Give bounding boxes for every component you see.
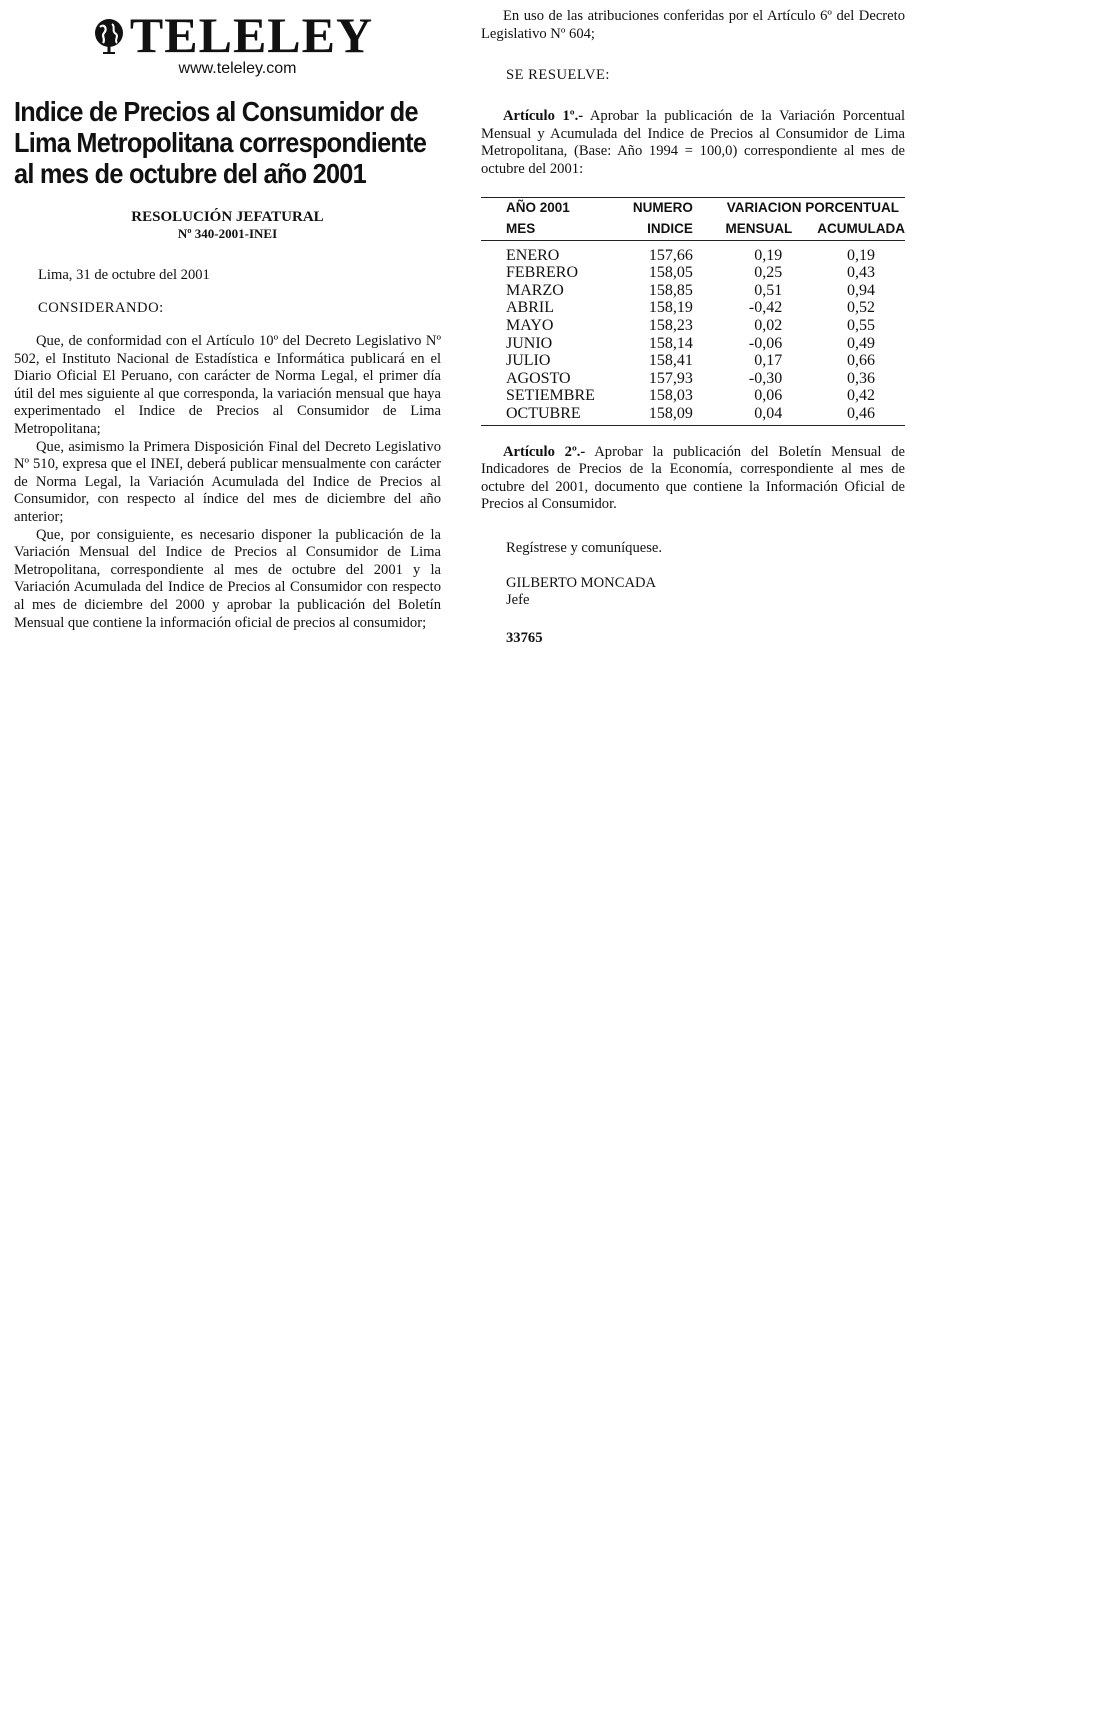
cell-mensual: 0,06 <box>754 387 783 405</box>
cell-indice: 158,03 <box>648 387 693 405</box>
brand-url[interactable]: www.teleley.com <box>178 60 297 77</box>
page-title: Indice de Precios al Consumidor de Lima Metropolitana correspondiente al mes de octubre del año 2001 <box>14 96 427 189</box>
cell-acumulada: 0,49 <box>847 334 875 352</box>
cell-indice: 157,66 <box>648 246 693 264</box>
right-column <box>481 8 905 647</box>
closing-formula: Regístrese y comuníquese. <box>506 539 663 556</box>
cell-mes: JUNIO <box>506 334 553 352</box>
cell-mensual: 0,02 <box>754 316 783 334</box>
cell-mes: MAYO <box>506 316 554 334</box>
table-row <box>481 405 905 425</box>
table-row <box>481 352 905 370</box>
cell-acumulada: 0,66 <box>847 352 875 370</box>
header-variacion: VARIACION PORCENTUAL <box>693 197 905 219</box>
article-2 <box>481 444 905 514</box>
cell-acumulada: 0,46 <box>817 405 905 425</box>
header-indice: INDICE <box>633 219 693 241</box>
considerando-body <box>14 333 441 632</box>
brand-name: TELELEY <box>129 7 374 63</box>
resolution-title: RESOLUCIÓN JEFATURAL <box>131 209 324 225</box>
cell-mensual: -0,42 <box>748 299 783 317</box>
table-row <box>481 387 905 405</box>
cell-mensual: 0,25 <box>754 264 783 282</box>
header-year: AÑO 2001 <box>481 197 633 219</box>
resolution-number: Nº 340-2001-INEI <box>177 226 278 241</box>
globe-icon <box>92 15 126 55</box>
article-1 <box>481 108 905 178</box>
paragraph: Que, por consiguiente, es necesario disponer la publicación de la Variación Mensual del Indice de Precios al Consumidor de Lima Metropolitana, correspondiente al mes de octubre del 2001 y la Variación Acumulada del Indice de Precios al Consumidor con respecto al mes de diciembre del 2000 y aprobar la publicación del Boletín Mensual que contiene la información oficial de precios al consumidor; <box>14 526 441 631</box>
cell-mes: FEBRERO <box>506 264 579 282</box>
table-row <box>481 299 905 317</box>
document-code: 33765 <box>506 630 543 647</box>
cell-indice: 158,41 <box>648 352 693 370</box>
header-numero: NUMERO <box>633 197 693 219</box>
cell-mensual: 0,51 <box>754 281 783 299</box>
cell-mes: AGOSTO <box>506 369 571 387</box>
cell-mes: SETIEMBRE <box>506 387 595 405</box>
document-date: Lima, 31 de octubre del 2001 <box>38 267 210 283</box>
article-1-text: Aprobar la publicación de la Variación Porcentual Mensual y Acumulada del Indice de Precios al Consumidor de Lima Metropolitana, (Base: Año 1994 = 100,0) correspondiente al mes de octubre del 2001: <box>481 108 905 177</box>
cell-indice: 158,09 <box>633 405 693 425</box>
considerando-heading: CONSIDERANDO: <box>38 300 164 316</box>
article-2-label: Artículo 2º.- <box>503 443 586 460</box>
cell-mensual: 0,19 <box>754 246 783 264</box>
signer <box>481 575 905 610</box>
cell-mes: OCTUBRE <box>481 405 633 425</box>
cell-acumulada: 0,52 <box>847 299 875 317</box>
resuelve-heading: SE RESUELVE: <box>506 67 610 84</box>
cell-indice: 158,19 <box>648 299 693 317</box>
cell-acumulada: 0,42 <box>847 387 875 405</box>
cell-mes: MARZO <box>506 281 564 299</box>
cell-mes: ABRIL <box>506 299 554 317</box>
cell-mensual: 0,04 <box>693 405 817 425</box>
cell-acumulada: 0,36 <box>847 369 875 387</box>
header-mes: MES <box>481 219 633 241</box>
price-index-table <box>481 197 905 426</box>
intro-paragraph: En uso de las atribuciones conferidas por el Artículo 6º del Decreto Legislativo Nº 604; <box>481 8 905 42</box>
cell-indice: 158,23 <box>648 316 693 334</box>
table-row <box>481 370 905 388</box>
paragraph: Que, asimismo la Primera Disposición Final del Decreto Legislativo Nº 510, expresa que el INEI, deberá publicar mensualmente con carácter de Norma Legal, la Variación Acumulada del Indice de Precios al Consumidor, con respecto al índice del mes de diciembre del año anterior; <box>14 438 441 525</box>
table-row <box>481 317 905 335</box>
signer-title: Jefe <box>506 592 530 609</box>
header-acumulada: ACUMULADA <box>817 219 905 241</box>
table-row <box>481 264 905 282</box>
article-2-text: Aprobar la publicación del Boletín Mensual de Indicadores de Precios de la Economía, correspondiente al mes de octubre del 2001, documento que contiene la Información Oficial de Precios al Consumidor. <box>481 443 905 513</box>
cell-acumulada: 0,43 <box>847 264 875 282</box>
left-column <box>14 8 441 632</box>
paragraph: Que, de conformidad con el Artículo 10º del Decreto Legislativo Nº 502, el Instituto Nacional de Estadística e Informática publicará en el Diario Oficial El Peruano, con carácter de Norma Legal, el primer día útil del mes siguiente al que corresponda, la variación mensual que haya experimentado el Indice de Precios al Consumidor de Lima Metropolitana; <box>14 333 441 437</box>
article-1-label: Artículo 1º.- <box>503 108 584 125</box>
brand-logo <box>24 8 441 62</box>
table-row <box>481 282 905 300</box>
signer-name: GILBERTO MONCADA <box>506 574 657 591</box>
cell-acumulada: 0,94 <box>847 281 875 299</box>
cell-mes: ENERO <box>506 246 560 264</box>
cell-mensual: -0,06 <box>748 334 783 352</box>
header-mensual: MENSUAL <box>693 219 817 241</box>
cell-indice: 158,85 <box>648 281 693 299</box>
cell-indice: 158,14 <box>648 334 693 352</box>
cell-acumulada: 0,19 <box>847 246 875 264</box>
cell-acumulada: 0,55 <box>847 316 875 334</box>
cell-mes: JULIO <box>506 352 551 370</box>
table-row <box>481 240 905 264</box>
table-row <box>481 335 905 353</box>
cell-indice: 158,05 <box>648 264 693 282</box>
cell-mensual: 0,17 <box>754 352 783 370</box>
cell-mensual: -0,30 <box>748 369 783 387</box>
cell-indice: 157,93 <box>648 369 693 387</box>
